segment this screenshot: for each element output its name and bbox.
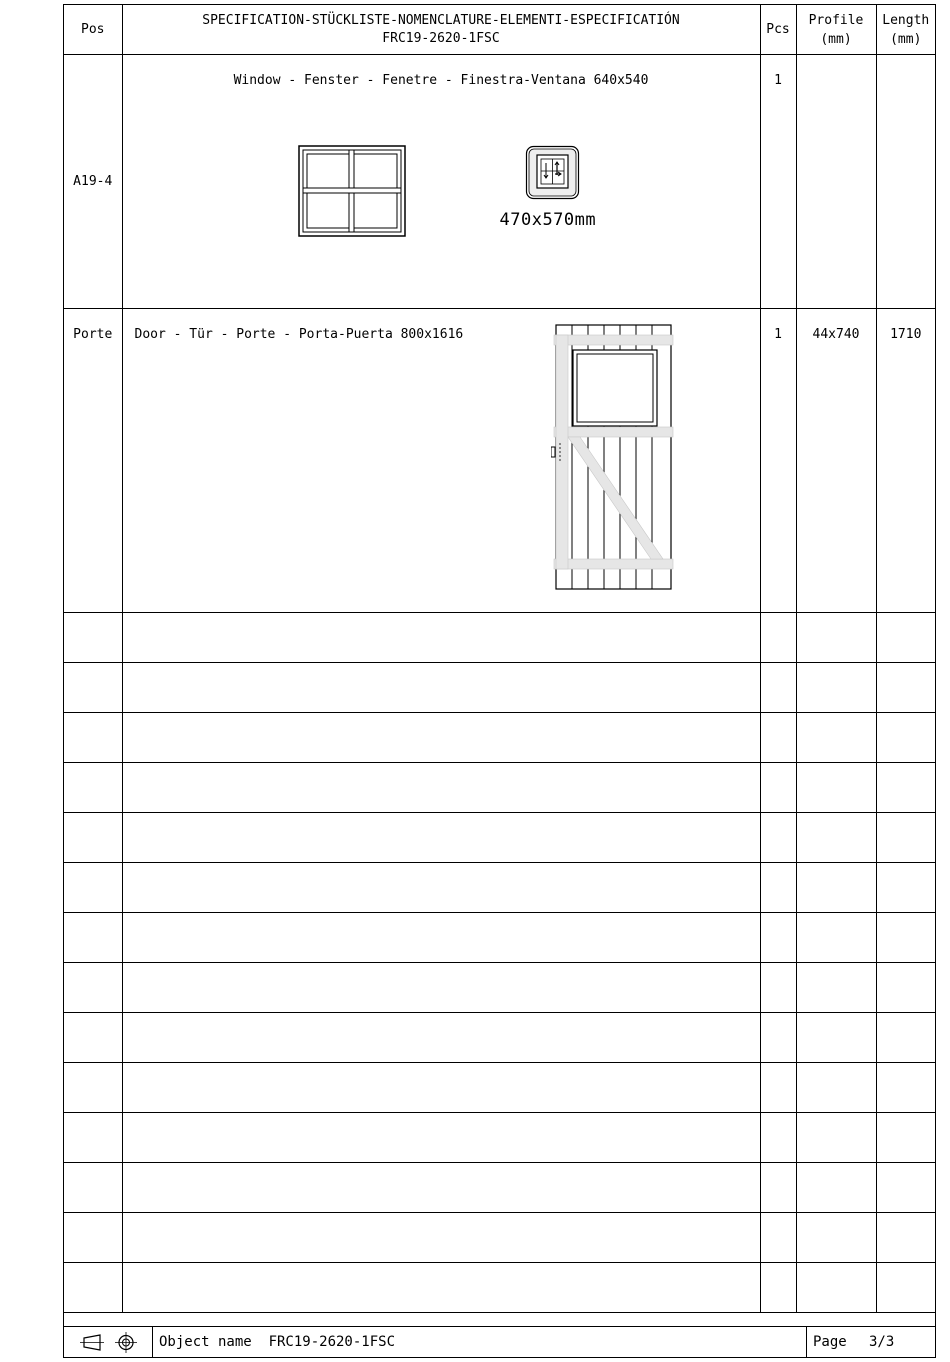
row-pcs: 1 [760,55,796,309]
row-profile [796,55,876,309]
empty-row [64,1113,935,1163]
header-title [122,5,760,55]
door-elevation-icon [551,323,675,593]
empty-row [64,613,935,663]
third-angle-projection-icon [64,1327,152,1358]
empty-row [64,1213,935,1263]
table-row [64,309,935,613]
header-title-line1: SPECIFICATION-STÜCKLISTE-NOMENCLATURE-ELEMENTI-ESPECIFICATIÓN [202,12,680,28]
projection-symbol-box [64,1327,153,1358]
empty-row [64,1013,935,1063]
page-number: 3/3 [869,1334,895,1350]
object-name-value: FRC19-2620-1FSC [268,1334,396,1350]
table-row [64,55,935,309]
page-box [806,1327,936,1358]
object-name-label: Object name [159,1334,252,1350]
header-profile [796,5,876,55]
row-length [876,55,935,309]
header-length [876,5,935,55]
opening-size: 470x570mm [499,210,597,230]
empty-row [64,1163,935,1213]
specification-sheet [63,4,936,1358]
empty-row [64,813,935,863]
tilt-turn-window-icon [525,145,581,201]
header-length-unit: (mm) [890,31,922,47]
empty-row [64,863,935,913]
page-label: Page [813,1334,847,1350]
header-pcs: Pcs [760,5,796,55]
row-pos: A19-4 [64,55,122,309]
row-pos: Porte [64,309,122,613]
object-name [159,1334,395,1350]
row-length: 1710 [876,309,935,613]
row-pcs: 1 [760,309,796,613]
header-pos: Pos [64,5,122,55]
row-description: Door - Tür - Porte - Porta-Puerta 800x1616 [134,327,464,342]
header-profile-label: Profile [808,12,864,28]
empty-row [64,1063,935,1113]
empty-row [64,1263,935,1313]
header-title-line2: FRC19-2620-1FSC [382,30,500,46]
empty-row [64,913,935,963]
empty-row [64,713,935,763]
header-length-label: Length [882,12,930,28]
window-elevation-icon [298,145,408,239]
title-block [64,1326,935,1358]
header-profile-unit: (mm) [820,31,852,47]
row-description: Window - Fenster - Fenetre - Finestra-Ventana 640x540 [233,73,649,88]
empty-row [64,763,935,813]
row-description-cell [122,309,760,613]
empty-row [64,963,935,1013]
specification-table [64,5,935,1313]
row-profile: 44x740 [796,309,876,613]
row-description-cell [122,55,760,309]
header-row [64,5,935,55]
empty-row [64,663,935,713]
